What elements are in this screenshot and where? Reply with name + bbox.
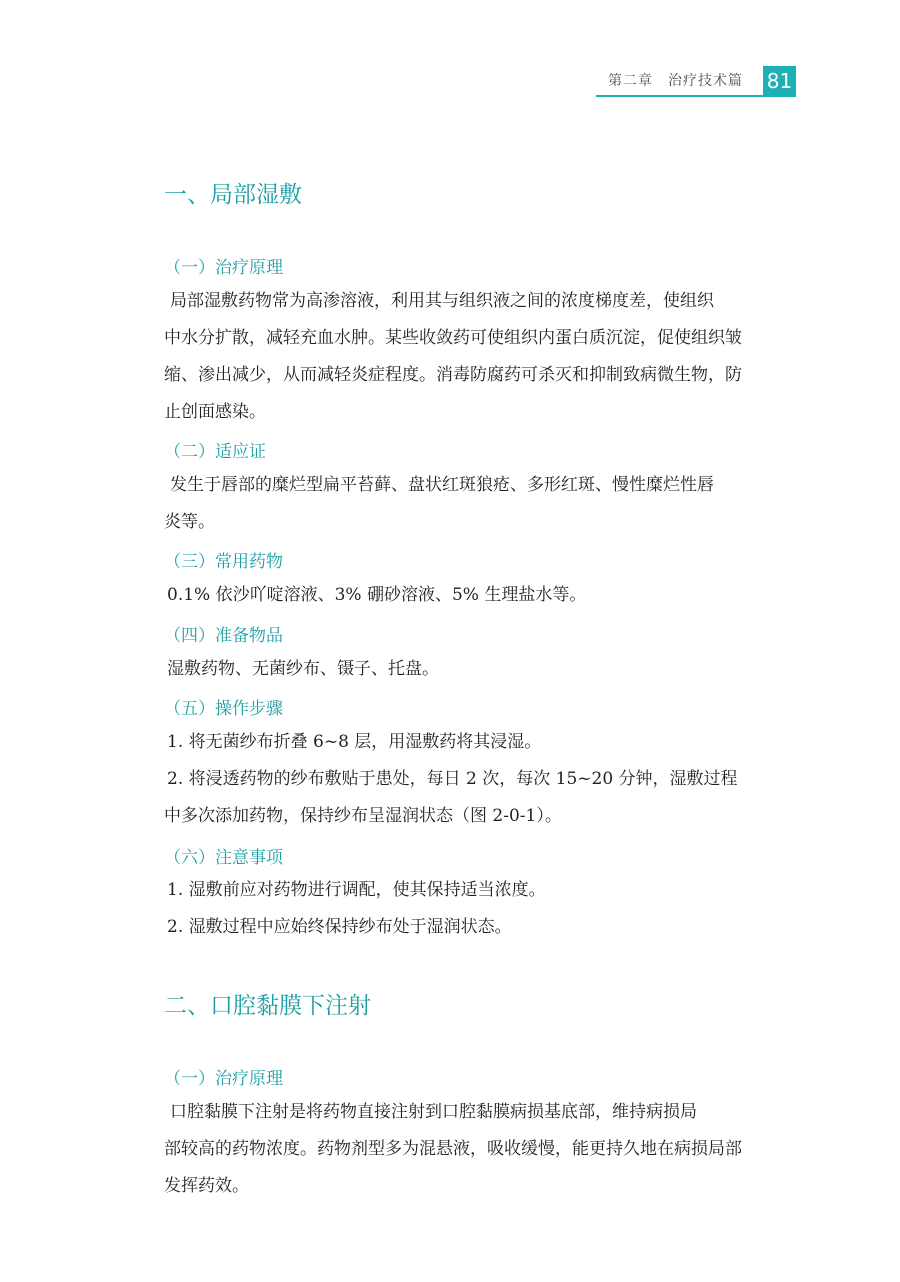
page-number: 81 [763, 66, 796, 97]
subsection-title: （一）治疗原理 [164, 258, 283, 278]
running-header-chapter: 第二章 治疗技术篇 [608, 73, 743, 89]
section-title: 一、局部湿敷 [164, 182, 302, 208]
text-line: 炎等。 [164, 512, 215, 532]
paragraph [164, 577, 800, 614]
text-line: 发生于唇部的糜烂型扁平苔藓、盘状红斑狼疮、多形红斑、慢性糜烂性唇 [170, 475, 714, 495]
subsection-title: （四）准备物品 [164, 626, 283, 646]
text-line: 0.1% 依沙吖啶溶液、3% 硼砂溶液、5% 生理盐水等。 [167, 585, 587, 605]
paragraph [164, 1094, 800, 1205]
subsection-title: （二）适应证 [164, 442, 266, 462]
subsection-title: （六）注意事项 [164, 848, 283, 868]
section-title: 二、口腔黏膜下注射 [164, 993, 371, 1019]
text-line: 口腔黏膜下注射是将药物直接注射到口腔黏膜病损基底部，维持病损局 [170, 1102, 697, 1122]
list-item: 2. 湿敷过程中应始终保持纱布处于湿润状态。 [167, 917, 512, 937]
text-line: 发挥药效。 [164, 1176, 249, 1196]
text-line: 中水分扩散，减轻充血水肿。某些收敛药可使组织内蛋白质沉淀，促使组织皱 [164, 328, 742, 348]
subsection-title: （五）操作步骤 [164, 699, 283, 719]
list-item: 2. 将浸透药物的纱布敷贴于患处，每日 2 次，每次 15~20 分钟，湿敷过程 [167, 769, 738, 789]
text-line: 局部湿敷药物常为高渗溶液，利用其与组织液之间的浓度梯度差，使组织 [170, 291, 714, 311]
paragraph [164, 283, 800, 431]
subsection-title: （一）治疗原理 [164, 1069, 283, 1089]
paragraph [164, 724, 800, 761]
subsection-title: （三）常用药物 [164, 552, 283, 572]
paragraph [164, 872, 800, 909]
text-line: 中多次添加药物，保持纱布呈湿润状态（图 2-0-1）。 [164, 806, 562, 826]
text-line: 湿敷药物、无菌纱布、镊子、托盘。 [167, 659, 439, 679]
paragraph [164, 761, 800, 835]
text-line: 部较高的药物浓度。药物剂型多为混悬液，吸收缓慢，能更持久地在病损局部 [164, 1139, 742, 1159]
text-line: 止创面感染。 [164, 402, 266, 422]
list-item: 1. 将无菌纱布折叠 6~8 层，用湿敷药将其浸湿。 [167, 732, 542, 752]
paragraph [164, 651, 800, 688]
paragraph [164, 467, 800, 541]
list-item: 1. 湿敷前应对药物进行调配，使其保持适当浓度。 [167, 880, 546, 900]
text-line: 缩、渗出减少，从而减轻炎症程度。消毒防腐药可杀灭和抑制致病微生物，防 [164, 365, 742, 385]
paragraph [164, 909, 800, 946]
